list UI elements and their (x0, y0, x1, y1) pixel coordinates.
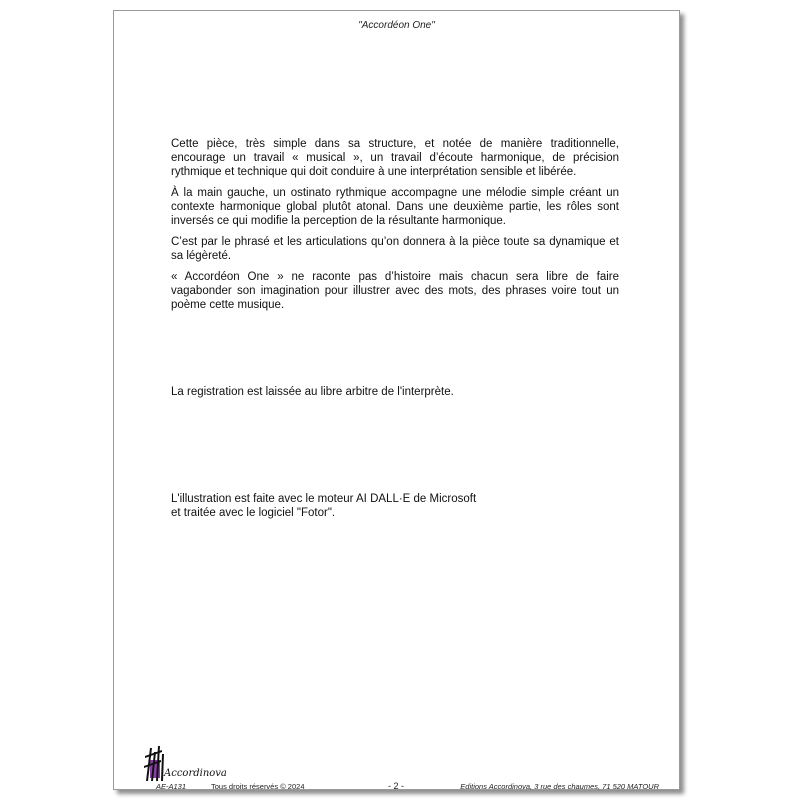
paragraph-imagination: « Accordéon One » ne raconte pas d’histoire mais chacun sera libre de faire vagabonder son imagination pour illustrer avec des mots, des phrases voire tout un poème cette musique. (171, 271, 619, 311)
registration-text: La registration est laissée au libre arbitre de l'interprète. (171, 386, 454, 398)
paragraph-phrasing: C’est par le phrasé et les articulations qu’on donnera à la pièce toute sa dynamique et sa légèreté. (171, 236, 619, 262)
illustration-line-2: et traitée avec le logiciel "Fotor". (171, 507, 336, 519)
svg-text:Accordinova: Accordinova (164, 768, 227, 779)
illustration-line-1: L'illustration est faite avec le moteur AI DALL·E de Microsoft (171, 493, 477, 505)
accordion-logo-icon (142, 744, 227, 782)
accordinova-logo (142, 744, 227, 782)
description-text (171, 137, 619, 319)
illustration-credit (171, 492, 631, 520)
paragraph-left-hand: À la main gauche, un ostinato rythmique accompagne une mélodie simple créant un contexte harmonique global plutôt atonal. Dans une deuxième partie, les rôles sont inversés ce qui modifie la perception de la résultante harmonique. (171, 187, 619, 227)
registration-note (171, 385, 631, 399)
footer-editor-address: Editions Accordinova, 3 rue des chaumes, 71 520 MATOUR (460, 782, 659, 791)
paragraph-structure: Cette pièce, très simple dans sa structure, et notée de manière traditionnelle, encourage un travail « musical », un travail d’écoute harmonique, de précision rythmique et technique qui doit conduire à une interprétation sensible et libérée. (171, 138, 619, 178)
document-page (113, 10, 680, 790)
footer-rights: Tous droits réservés © 2024 (211, 782, 305, 791)
footer-reference: AE-A131 (156, 782, 187, 791)
footer-page-number: - 2 - (388, 781, 405, 791)
page-header-title: "Accordéon One" (358, 20, 435, 31)
